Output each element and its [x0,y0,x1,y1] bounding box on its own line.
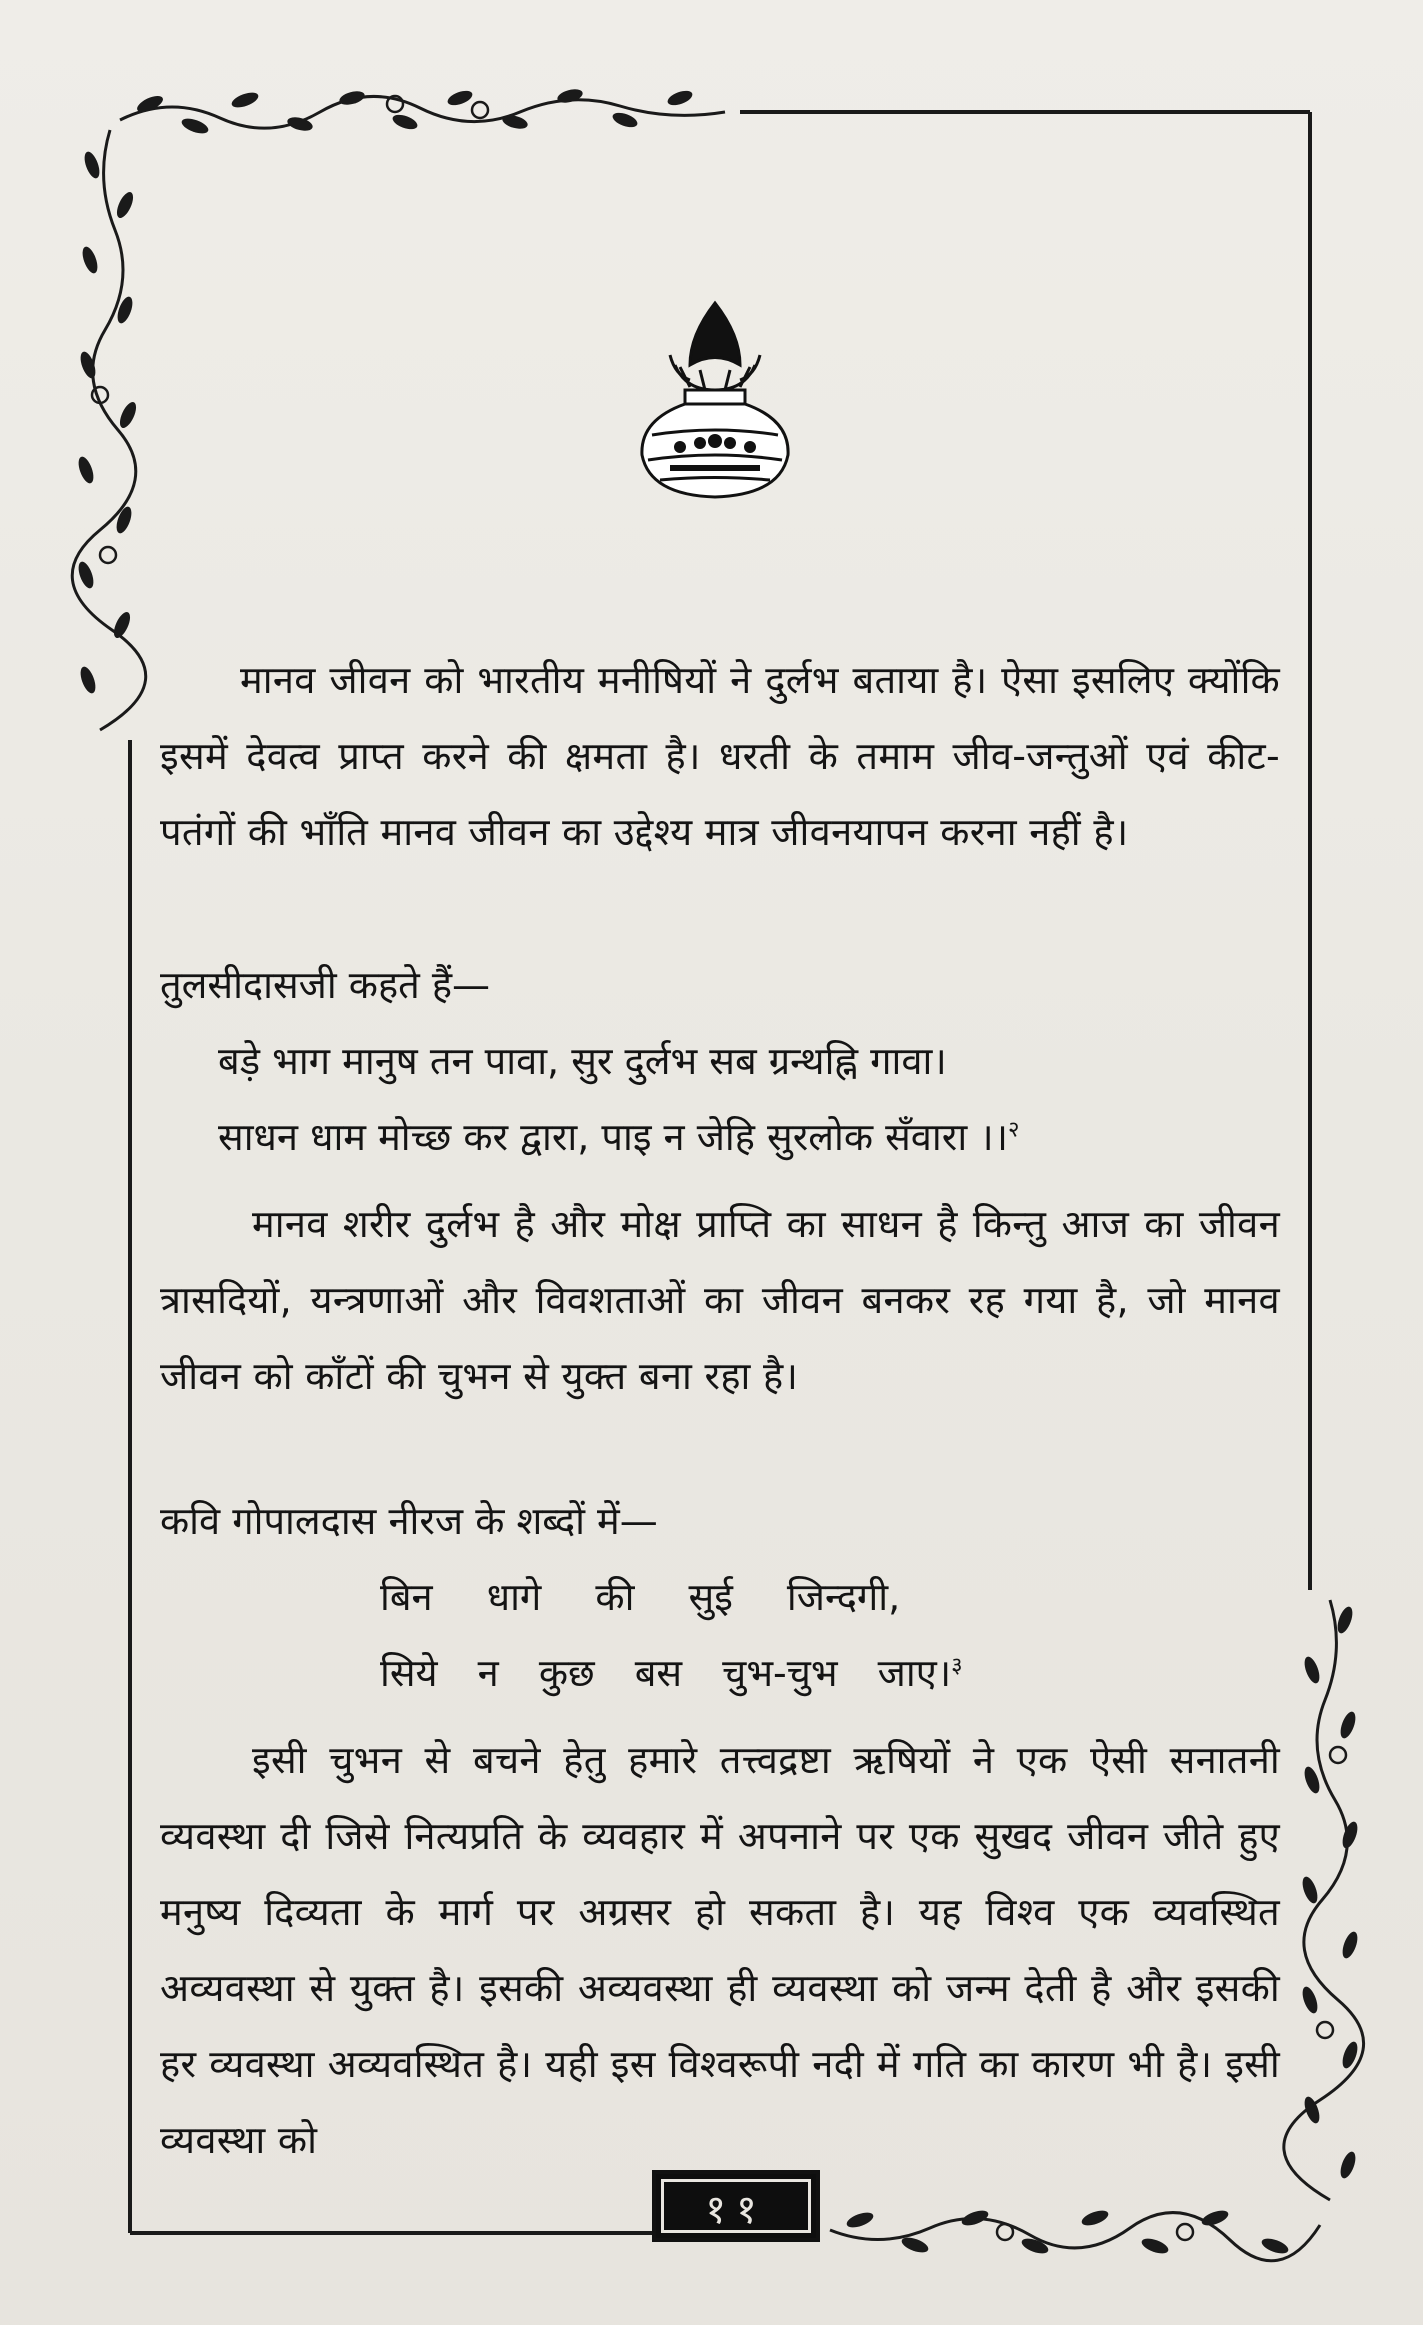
verse-1-line-1: बड़े भाग मानुष तन पावा, सुर दुर्लभ सब ग्रन्थह्नि गावा। [218,1039,947,1083]
verse-2-line-2 [380,1646,963,1698]
verse-2-line-2-text: सिये न कुछ बस चुभ-चुभ जाए। [380,1651,952,1695]
footnote-ref-3: ३ [951,1653,963,1679]
paragraph-1: मानव जीवन को भारतीय मनीषियों ने दुर्लभ बताया है। ऐसा इसलिए क्योंकि इसमें देवत्व प्राप्त करने की क्षमता है। धरती के तमाम जीव-जन्तुओं एवं कीट-पतंगों की भाँति मानव जीवन का उद्देश्य मात्र जीवनयापन करना नहीं है। [160,658,1280,854]
footnote-ref-2: २ [1008,1117,1020,1143]
quote-intro-tulsidas: तुलसीदासजी कहते हैं— [160,963,491,1007]
quote-intro-neeraj: कवि गोपालदास नीरज के शब्दों में— [160,1499,658,1543]
verse-2-line-1: बिन धागे की सुई जिन्दगी, [380,1575,901,1619]
verse-1-line-2 [218,1110,1020,1162]
verse-1-line-2-text: साधन धाम मोच्छ कर द्वारा, पाइ न जेहि सुरलोक सँवारा ।। [218,1115,1009,1159]
page-number-box [652,2170,820,2242]
kalash-icon [630,295,800,505]
paragraph-2: मानव शरीर दुर्लभ है और मोक्ष प्राप्ति का साधन है किन्तु आज का जीवन त्रासदियों, यन्त्रणाओं और विवशताओं का जीवन बनकर रह गया है, जो मानव जीवन को काँटों की चुभन से युक्त बना रहा है। [160,1202,1280,1398]
page-number: ११ [705,2187,767,2233]
paragraph-3: इसी चुभन से बचने हेतु हमारे तत्त्वद्रष्टा ऋषियों ने एक ऐसी सनातनी व्यवस्था दी जिसे नित्यप्रति के व्यवहार में अपनाने पर एक सुखद जीवन जीते हुए मनुष्य दिव्यता के मार्ग पर अग्रसर हो सकता है। यह विश्व एक व्यवस्थित अव्यवस्था से युक्त है। इसकी अव्यवस्था ही व्यवस्था को जन्म देती है और इसकी हर व्यवस्था अव्यवस्थित है। यही इस विश्वरूपी नदी में गति का कारण भी है। इसी व्यवस्था को [160,1738,1280,2162]
